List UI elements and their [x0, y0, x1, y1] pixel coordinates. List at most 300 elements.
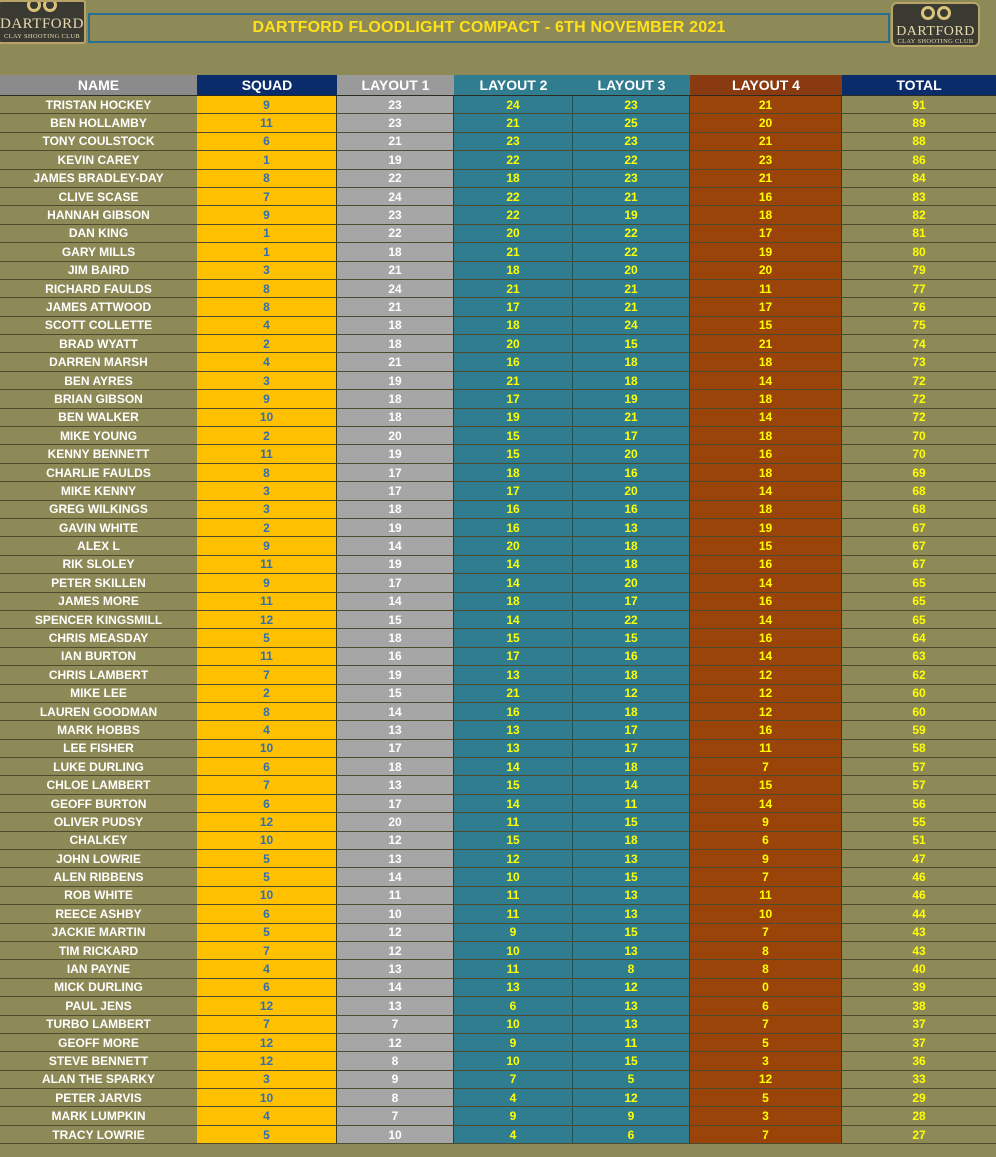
cell-name: PAUL JENS [65, 998, 132, 1013]
cell-layout-3: 18 [573, 537, 690, 554]
cell-layout-3: 23 [573, 133, 690, 150]
cell-total: 86 [912, 152, 926, 167]
cell-name: TRISTAN HOCKEY [45, 97, 152, 112]
cell-layout-3: 24 [573, 317, 690, 334]
cell-layout-3: 14 [573, 776, 690, 793]
table-row [0, 464, 996, 482]
cell-layout-1: 15 [337, 611, 454, 628]
cell-total: 80 [912, 244, 926, 259]
cell-squad: 8 [197, 280, 337, 297]
cell-name: JAMES ATTWOOD [45, 299, 152, 314]
table-row [0, 188, 996, 206]
cell-layout-4: 20 [690, 114, 842, 131]
cell-layout-1: 13 [337, 776, 454, 793]
cell-total: 57 [912, 778, 926, 793]
cell-layout-1: 8 [337, 1089, 454, 1106]
cell-layout-3: 18 [573, 703, 690, 720]
table-row [0, 206, 996, 224]
cell-name: ALAN THE SPARKY [41, 1072, 156, 1087]
cell-name: GREG WILKINGS [49, 502, 148, 517]
cell-layout-1: 23 [337, 206, 454, 223]
cell-name: JACKIE MARTIN [51, 925, 146, 940]
cell-layout-4: 5 [690, 1034, 842, 1051]
cell-layout-4: 9 [690, 813, 842, 830]
cell-name: TRACY LOWRIE [52, 1127, 145, 1142]
cell-layout-3: 23 [573, 170, 690, 187]
cell-total: 68 [912, 502, 926, 517]
cell-layout-3: 11 [573, 795, 690, 812]
cell-layout-3: 18 [573, 372, 690, 389]
cell-layout-4: 20 [690, 262, 842, 279]
cell-layout-4: 7 [690, 924, 842, 941]
table-row [0, 611, 996, 629]
cell-total: 37 [912, 1017, 926, 1032]
cell-total: 74 [912, 336, 926, 351]
cell-layout-2: 4 [454, 1089, 573, 1106]
cell-layout-3: 13 [573, 942, 690, 959]
cell-layout-3: 19 [573, 206, 690, 223]
cell-layout-3: 16 [573, 501, 690, 518]
cell-name: REECE ASHBY [55, 906, 142, 921]
cell-layout-3: 8 [573, 960, 690, 977]
cell-layout-4: 19 [690, 243, 842, 260]
cell-layout-2: 20 [454, 335, 573, 352]
cell-layout-4: 18 [690, 353, 842, 370]
cell-squad: 12 [197, 813, 337, 830]
cell-layout-3: 20 [573, 482, 690, 499]
table-row [0, 1126, 996, 1144]
cell-name: JOHN LOWRIE [56, 851, 141, 866]
cell-layout-4: 16 [690, 721, 842, 738]
cell-squad: 4 [197, 721, 337, 738]
cell-name: CHRIS MEASDAY [48, 631, 149, 646]
cell-layout-2: 17 [454, 298, 573, 315]
cell-total: 39 [912, 980, 926, 995]
cell-layout-2: 4 [454, 1126, 573, 1143]
cell-layout-3: 20 [573, 445, 690, 462]
table-row [0, 114, 996, 132]
cell-layout-3: 13 [573, 850, 690, 867]
cell-name: LEE FISHER [63, 741, 134, 756]
cell-layout-2: 14 [454, 556, 573, 573]
table-row [0, 390, 996, 408]
cell-layout-1: 14 [337, 979, 454, 996]
cell-layout-1: 21 [337, 353, 454, 370]
cell-name: CLIVE SCASE [58, 189, 139, 204]
cell-layout-1: 18 [337, 501, 454, 518]
cell-layout-1: 11 [337, 887, 454, 904]
cell-total: 43 [912, 925, 926, 940]
table-row [0, 997, 996, 1015]
cell-layout-2: 12 [454, 850, 573, 867]
table-row [0, 832, 996, 850]
cell-squad: 3 [197, 1071, 337, 1088]
cell-layout-2: 13 [454, 721, 573, 738]
cell-layout-4: 7 [690, 1016, 842, 1033]
cell-layout-4: 18 [690, 390, 842, 407]
cell-layout-4: 12 [690, 685, 842, 702]
cell-layout-4: 7 [690, 1126, 842, 1143]
cell-total: 84 [912, 171, 926, 186]
cell-layout-2: 14 [454, 758, 573, 775]
table-row [0, 1052, 996, 1070]
cell-total: 40 [912, 962, 926, 977]
cell-layout-3: 12 [573, 979, 690, 996]
table-row [0, 243, 996, 261]
cell-name: TIM RICKARD [58, 943, 139, 958]
table-row [0, 795, 996, 813]
cell-layout-3: 16 [573, 464, 690, 481]
cell-layout-2: 18 [454, 262, 573, 279]
cell-total: 36 [912, 1054, 926, 1068]
cell-name: RIK SLOLEY [62, 557, 135, 572]
cell-squad: 12 [197, 611, 337, 628]
column-header-layout-1: LAYOUT 1 [337, 75, 454, 95]
cell-total: 67 [912, 520, 926, 535]
cell-name: DARREN MARSH [49, 355, 148, 370]
cell-layout-4: 18 [690, 464, 842, 481]
cell-squad: 4 [197, 317, 337, 334]
table-row [0, 924, 996, 942]
cell-total: 67 [912, 557, 926, 572]
cell-layout-1: 13 [337, 850, 454, 867]
cell-layout-2: 10 [454, 1052, 573, 1069]
cell-layout-1: 7 [337, 1107, 454, 1124]
cell-layout-3: 19 [573, 390, 690, 407]
cell-layout-1: 13 [337, 960, 454, 977]
cell-layout-1: 8 [337, 1052, 454, 1069]
cell-layout-3: 13 [573, 905, 690, 922]
table-row [0, 519, 996, 537]
cell-layout-4: 0 [690, 979, 842, 996]
cell-layout-4: 16 [690, 593, 842, 610]
cell-layout-2: 11 [454, 905, 573, 922]
cell-layout-4: 16 [690, 556, 842, 573]
cell-layout-2: 19 [454, 409, 573, 426]
cell-layout-4: 16 [690, 188, 842, 205]
table-row [0, 776, 996, 794]
cell-squad: 10 [197, 887, 337, 904]
cell-squad: 3 [197, 501, 337, 518]
cell-layout-3: 15 [573, 868, 690, 885]
cell-layout-4: 7 [690, 868, 842, 885]
cell-layout-1: 23 [337, 114, 454, 131]
cell-name: LAUREN GOODMAN [39, 704, 158, 719]
cell-layout-1: 19 [337, 519, 454, 536]
cell-name: MARK HOBBS [57, 722, 140, 737]
cell-total: 27 [912, 1127, 926, 1142]
cell-name: ALEX L [77, 539, 120, 554]
table-row [0, 942, 996, 960]
cell-squad: 10 [197, 1089, 337, 1106]
cell-squad: 7 [197, 1016, 337, 1033]
cell-layout-1: 18 [337, 335, 454, 352]
cell-layout-4: 3 [690, 1052, 842, 1069]
cell-layout-4: 21 [690, 170, 842, 187]
cell-layout-2: 11 [454, 813, 573, 830]
table-row [0, 574, 996, 592]
table-row [0, 372, 996, 390]
cell-squad: 8 [197, 703, 337, 720]
cell-layout-1: 17 [337, 574, 454, 591]
cell-squad: 4 [197, 353, 337, 370]
cell-layout-2: 18 [454, 464, 573, 481]
cell-layout-3: 21 [573, 298, 690, 315]
cell-name: GEOFF MORE [58, 1035, 139, 1050]
cell-total: 91 [912, 97, 926, 112]
cell-layout-1: 20 [337, 427, 454, 444]
cell-layout-4: 12 [690, 666, 842, 683]
cell-layout-2: 20 [454, 225, 573, 242]
cell-squad: 9 [197, 96, 337, 113]
cell-total: 63 [912, 649, 926, 664]
cell-layout-4: 8 [690, 960, 842, 977]
cell-layout-2: 17 [454, 390, 573, 407]
cell-layout-4: 15 [690, 776, 842, 793]
cell-total: 51 [912, 833, 926, 848]
table-row [0, 501, 996, 519]
table-row [0, 960, 996, 978]
cell-layout-4: 21 [690, 133, 842, 150]
cell-name: BEN WALKER [58, 410, 139, 425]
cell-name: PETER SKILLEN [51, 575, 146, 590]
cell-layout-2: 16 [454, 353, 573, 370]
cell-layout-3: 17 [573, 721, 690, 738]
cell-layout-4: 10 [690, 905, 842, 922]
cell-total: 65 [912, 575, 926, 590]
cell-layout-1: 17 [337, 464, 454, 481]
cell-layout-1: 15 [337, 685, 454, 702]
table-row [0, 740, 996, 758]
column-header-layout-3: LAYOUT 3 [573, 75, 690, 95]
cell-squad: 7 [197, 188, 337, 205]
cell-layout-4: 14 [690, 795, 842, 812]
cell-squad: 5 [197, 868, 337, 885]
cell-squad: 11 [197, 556, 337, 573]
cell-layout-4: 17 [690, 298, 842, 315]
cell-name: IAN PAYNE [66, 962, 131, 977]
cell-total: 28 [912, 1109, 926, 1124]
cell-layout-3: 18 [573, 353, 690, 370]
cell-layout-1: 10 [337, 1126, 454, 1143]
cell-total: 65 [912, 594, 926, 609]
cell-layout-1: 14 [337, 537, 454, 554]
cell-name: BRAD WYATT [59, 336, 138, 351]
cell-layout-3: 15 [573, 813, 690, 830]
cell-layout-2: 16 [454, 501, 573, 518]
cell-squad: 6 [197, 758, 337, 775]
table-row [0, 409, 996, 427]
cell-layout-3: 5 [573, 1071, 690, 1088]
cell-total: 72 [912, 410, 926, 425]
cell-layout-2: 15 [454, 629, 573, 646]
cell-layout-1: 13 [337, 997, 454, 1014]
cell-squad: 12 [197, 1052, 337, 1069]
cell-layout-2: 23 [454, 133, 573, 150]
cell-name: DAN KING [68, 226, 129, 241]
column-header-layout-2: LAYOUT 2 [454, 75, 573, 95]
cell-squad: 5 [197, 629, 337, 646]
cell-name: JAMES BRADLEY-DAY [33, 171, 164, 186]
cell-squad: 12 [197, 1034, 337, 1051]
cell-layout-1: 19 [337, 666, 454, 683]
cell-total: 57 [912, 759, 926, 774]
cell-layout-3: 23 [573, 96, 690, 113]
column-header-squad: SQUAD [197, 75, 337, 95]
cell-layout-1: 21 [337, 262, 454, 279]
table-row [0, 1107, 996, 1125]
cell-layout-2: 22 [454, 151, 573, 168]
cell-layout-2: 22 [454, 188, 573, 205]
cell-total: 64 [912, 631, 926, 646]
cell-layout-4: 19 [690, 519, 842, 536]
header-bar [0, 0, 996, 50]
logo-brand-text: DARTFORD [896, 24, 975, 39]
cell-total: 73 [912, 355, 926, 370]
cell-layout-2: 15 [454, 776, 573, 793]
cell-layout-2: 6 [454, 997, 573, 1014]
cell-squad: 8 [197, 464, 337, 481]
cell-total: 56 [912, 796, 926, 811]
cell-total: 60 [912, 704, 926, 719]
cell-layout-2: 18 [454, 170, 573, 187]
table-row [0, 280, 996, 298]
cell-name: LUKE DURLING [53, 759, 144, 774]
cell-layout-3: 13 [573, 887, 690, 904]
column-header-name: NAME [0, 75, 197, 95]
cell-layout-4: 21 [690, 335, 842, 352]
cell-layout-3: 18 [573, 832, 690, 849]
cell-layout-2: 21 [454, 372, 573, 389]
table-row [0, 482, 996, 500]
cell-layout-1: 14 [337, 868, 454, 885]
cell-name: BEN HOLLAMBY [50, 116, 147, 131]
cell-name: GEOFF BURTON [50, 796, 147, 811]
cell-name: MARK LUMPKIN [51, 1109, 146, 1124]
cell-squad: 1 [197, 243, 337, 260]
cell-layout-1: 18 [337, 758, 454, 775]
cell-total: 68 [912, 483, 926, 498]
cell-layout-4: 18 [690, 501, 842, 518]
cell-squad: 4 [197, 960, 337, 977]
cell-layout-2: 24 [454, 96, 573, 113]
cell-layout-2: 20 [454, 537, 573, 554]
cell-squad: 5 [197, 850, 337, 867]
cell-layout-1: 10 [337, 905, 454, 922]
table-row [0, 850, 996, 868]
table-body [0, 96, 996, 1144]
cell-name: CHLOE LAMBERT [46, 778, 151, 793]
dartford-logo-left [0, 0, 86, 44]
cell-layout-4: 14 [690, 409, 842, 426]
cell-name: MIKE LEE [70, 686, 127, 701]
cell-layout-4: 14 [690, 611, 842, 628]
cell-layout-4: 8 [690, 942, 842, 959]
cell-layout-2: 14 [454, 795, 573, 812]
cell-layout-2: 9 [454, 924, 573, 941]
cell-squad: 11 [197, 445, 337, 462]
cell-layout-1: 19 [337, 151, 454, 168]
table-row [0, 96, 996, 114]
cell-layout-3: 22 [573, 225, 690, 242]
cell-name: HANNAH GIBSON [47, 208, 150, 223]
cell-total: 88 [912, 134, 926, 149]
cell-layout-1: 12 [337, 942, 454, 959]
cell-layout-1: 17 [337, 482, 454, 499]
table-row [0, 979, 996, 997]
cell-name: CHARLIE FAULDS [46, 465, 151, 480]
cell-layout-2: 17 [454, 482, 573, 499]
table-row [0, 298, 996, 316]
cell-layout-4: 23 [690, 151, 842, 168]
cell-layout-2: 16 [454, 703, 573, 720]
cell-squad: 5 [197, 1126, 337, 1143]
logo-sub-text: CLAY SHOOTING CLUB [3, 33, 81, 40]
cell-name: KEVIN CAREY [57, 152, 140, 167]
table-row [0, 1089, 996, 1107]
table-row [0, 666, 996, 684]
table-row [0, 593, 996, 611]
column-header-layout-4: LAYOUT 4 [690, 75, 842, 95]
cell-squad: 1 [197, 151, 337, 168]
cell-layout-3: 18 [573, 666, 690, 683]
table-row [0, 133, 996, 151]
cell-name: IAN BURTON [60, 649, 137, 664]
table-row [0, 556, 996, 574]
cell-total: 46 [912, 870, 926, 885]
cell-layout-3: 17 [573, 427, 690, 444]
cell-layout-3: 18 [573, 758, 690, 775]
cell-layout-3: 15 [573, 629, 690, 646]
cell-layout-4: 15 [690, 317, 842, 334]
cell-layout-3: 12 [573, 1089, 690, 1106]
cell-layout-2: 10 [454, 942, 573, 959]
cell-layout-3: 21 [573, 409, 690, 426]
cell-total: 76 [912, 299, 926, 314]
logo-sub-text: CLAY SHOOTING CLUB [897, 38, 974, 45]
cell-total: 55 [912, 814, 926, 829]
cell-layout-1: 18 [337, 629, 454, 646]
cell-layout-2: 13 [454, 740, 573, 757]
cell-squad: 4 [197, 1107, 337, 1124]
table-row [0, 703, 996, 721]
cell-squad: 6 [197, 133, 337, 150]
cell-layout-3: 11 [573, 1034, 690, 1051]
cell-total: 47 [912, 851, 926, 866]
cell-layout-3: 6 [573, 1126, 690, 1143]
cell-layout-4: 12 [690, 703, 842, 720]
cell-total: 37 [912, 1035, 926, 1050]
cell-name: CHRIS LAMBERT [48, 667, 149, 682]
cell-name: JAMES MORE [58, 594, 139, 609]
cell-total: 89 [912, 116, 926, 131]
cell-total: 70 [912, 428, 926, 443]
table-row [0, 170, 996, 188]
cell-squad: 7 [197, 942, 337, 959]
cell-name: TONY COULSTOCK [42, 134, 155, 149]
cell-squad: 11 [197, 648, 337, 665]
cell-layout-1: 22 [337, 170, 454, 187]
cell-layout-4: 12 [690, 1071, 842, 1088]
cell-layout-2: 18 [454, 593, 573, 610]
column-header-total: TOTAL [842, 75, 996, 95]
cell-squad: 10 [197, 409, 337, 426]
cell-total: 59 [912, 722, 926, 737]
cell-layout-1: 18 [337, 409, 454, 426]
cell-layout-1: 7 [337, 1016, 454, 1033]
cell-layout-3: 12 [573, 685, 690, 702]
cell-layout-3: 17 [573, 740, 690, 757]
